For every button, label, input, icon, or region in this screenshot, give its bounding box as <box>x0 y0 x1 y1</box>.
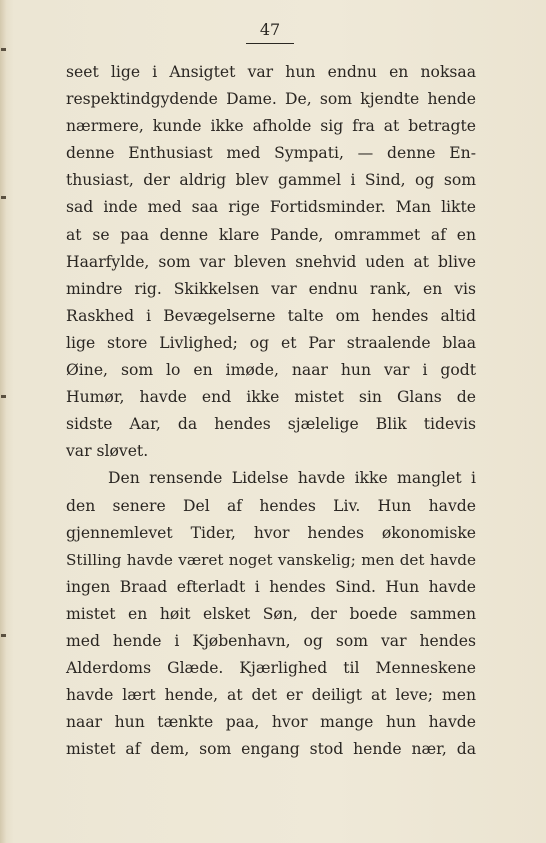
edge-mark <box>1 395 6 398</box>
text-line: med hende i Kjøbenhavn, og som var hendes <box>66 631 476 650</box>
text-line: Øine, som lo en imøde, naar hun var i godt <box>66 361 476 380</box>
paragraph-start-line: Den rensende Lidelse havde ikke manglet i <box>108 469 476 488</box>
text-line: respektindgydende Dame. De, som kjendte hende <box>66 90 476 109</box>
text-line: Raskhed i Bevægelserne talte om hendes altid <box>66 306 476 325</box>
page-number: 47 <box>259 20 281 39</box>
text-line: seet lige i Ansigtet var hun endnu en noksaa <box>66 63 476 81</box>
page-edge <box>0 0 6 843</box>
text-line: sad inde med saa rige Fortidsminder. Man likte <box>66 198 476 217</box>
text-line: denne Enthusiast med Sympati, — denne En- <box>66 144 476 163</box>
body-text <box>66 59 476 763</box>
text-line: mindre rig. Skikkelsen var endnu rank, en vis <box>66 279 476 298</box>
text-line: lige store Livlighed; og et Par straalende blaa <box>66 333 476 352</box>
paragraph-end-line: var sløvet. <box>66 442 149 461</box>
text-line: at se paa denne klare Pande, omrammet af en <box>66 225 476 244</box>
text-line: sidste Aar, da hendes sjælelige Blik tidevis <box>66 415 476 434</box>
text-line: den senere Del af hendes Liv. Hun havde <box>66 496 476 515</box>
text-line: nærmere, kunde ikke afholde sig fra at betragte <box>66 117 476 136</box>
text-line: havde lært hende, at det er deiligt at leve; men <box>66 686 476 705</box>
text-line: ingen Braad efterladt i hendes Sind. Hun havde <box>66 577 476 596</box>
edge-mark <box>1 634 6 637</box>
page-number-rule <box>246 43 294 44</box>
text-line: naar hun tænkte paa, hvor mange hun havde <box>66 713 476 732</box>
text-line: thusiast, der aldrig blev gammel i Sind, og som <box>66 171 476 190</box>
text-line: mistet en høit elsket Søn, der boede sammen <box>66 604 476 623</box>
text-line: Humør, havde end ikke mistet sin Glans de <box>66 388 476 407</box>
text-line: Haarfylde, som var bleven snehvid uden at blive <box>66 252 476 271</box>
text-line: Stilling havde været noget vanskelig; men det havde <box>66 550 476 569</box>
text-line: Alderdoms Glæde. Kjærlighed til Menneskene <box>66 659 476 678</box>
text-line: gjennemlevet Tider, hvor hendes økonomiske <box>66 523 476 542</box>
text-line: mistet af dem, som engang stod hende nær, da <box>66 740 476 759</box>
edge-mark <box>1 196 6 199</box>
edge-mark <box>1 48 6 51</box>
